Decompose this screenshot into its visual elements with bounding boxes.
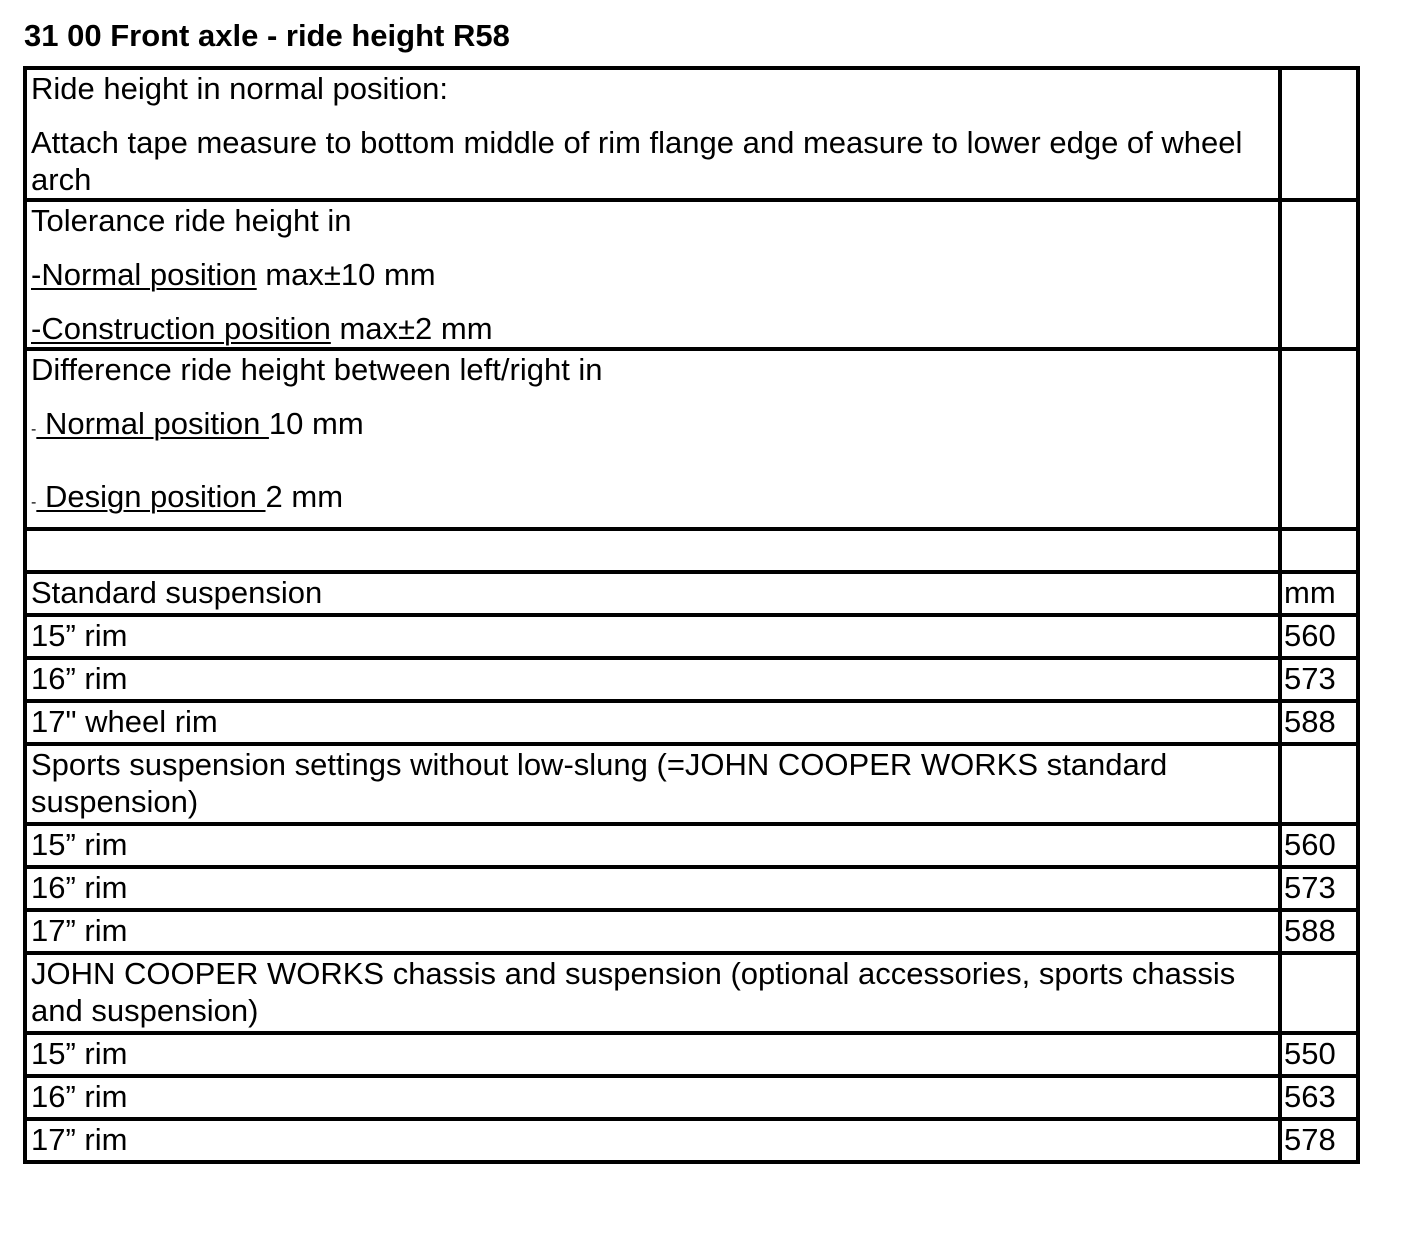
bullet-dash: - — [31, 494, 37, 511]
table-row — [25, 1033, 1358, 1076]
table-row — [25, 867, 1358, 910]
table-row-tolerance — [25, 200, 1358, 349]
empty-value-cell — [1280, 349, 1358, 529]
table-row-blank — [25, 529, 1358, 572]
difference-design-value: 2 mm — [265, 479, 344, 514]
difference-cell — [25, 349, 1280, 529]
difference-normal-value: 10 mm — [268, 406, 364, 441]
rim-label: 15” rim — [25, 1033, 1280, 1076]
table-row — [25, 824, 1358, 867]
table-row-sports-heading — [25, 744, 1358, 824]
empty-value-cell — [1280, 953, 1358, 1033]
ride-height-intro-cell — [25, 68, 1280, 200]
table-row — [25, 1076, 1358, 1119]
ride-height-value: 588 — [1280, 701, 1358, 744]
tolerance-normal-line — [31, 256, 1274, 293]
tolerance-normal-value: max±10 mm — [256, 257, 436, 292]
ride-height-value: 550 — [1280, 1033, 1358, 1076]
ride-height-value: 560 — [1280, 824, 1358, 867]
tolerance-construction-line — [31, 310, 1274, 347]
empty-value-cell — [1280, 200, 1358, 349]
table-row — [25, 1119, 1358, 1162]
difference-normal-label: Normal position — [36, 406, 269, 441]
ride-height-value: 563 — [1280, 1076, 1358, 1119]
empty-value-cell — [1280, 68, 1358, 200]
ride-height-value: 560 — [1280, 615, 1358, 658]
table-row — [25, 615, 1358, 658]
rim-label: 16” rim — [25, 1076, 1280, 1119]
table-row-difference — [25, 349, 1358, 529]
ride-height-instruction: Attach tape measure to bottom middle of rim flange and measure to lower edge of wheel arch — [31, 125, 1243, 197]
rim-label: 15” rim — [25, 615, 1280, 658]
tolerance-construction-label: -Construction position — [31, 311, 331, 346]
ride-height-heading: Ride height in normal position: — [31, 71, 449, 106]
rim-label: 15” rim — [25, 824, 1280, 867]
tolerance-cell — [25, 200, 1280, 349]
difference-design-line — [31, 478, 1274, 521]
blank-value-cell — [1280, 529, 1358, 572]
empty-value-cell — [1280, 744, 1358, 824]
blank-cell — [25, 529, 1280, 572]
tolerance-construction-value: max±2 mm — [330, 311, 493, 346]
table-row — [25, 658, 1358, 701]
ride-height-table — [23, 66, 1360, 1164]
rim-label: 17” rim — [25, 910, 1280, 953]
table-row-jcw-heading — [25, 953, 1358, 1033]
rim-label: 16” rim — [25, 867, 1280, 910]
difference-normal-line — [31, 405, 1274, 448]
rim-label: 17” rim — [25, 1119, 1280, 1162]
jcw-heading: JOHN COOPER WORKS chassis and suspension (optional accessories, sports chassis and suspension) — [25, 953, 1280, 1033]
tolerance-normal-label: -Normal position — [31, 257, 257, 292]
ride-height-value: 573 — [1280, 658, 1358, 701]
ride-height-value: 578 — [1280, 1119, 1358, 1162]
difference-heading: Difference ride height between left/right in — [31, 352, 603, 387]
ride-height-value: 573 — [1280, 867, 1358, 910]
ride-height-value: 588 — [1280, 910, 1358, 953]
table-row — [25, 910, 1358, 953]
unit-label: mm — [1280, 572, 1358, 615]
rim-label: 16” rim — [25, 658, 1280, 701]
table-row-standard-heading — [25, 572, 1358, 615]
table-row-ride-height-intro — [25, 68, 1358, 200]
tolerance-heading: Tolerance ride height in — [31, 203, 352, 238]
difference-design-label: Design position — [36, 479, 266, 514]
standard-heading: Standard suspension — [25, 572, 1280, 615]
sports-heading: Sports suspension settings without low-slung (=JOHN COOPER WORKS standard suspension) — [25, 744, 1280, 824]
rim-label: 17" wheel rim — [25, 701, 1280, 744]
page-title: 31 00 Front axle - ride height R58 — [24, 18, 510, 53]
bullet-dash: - — [31, 421, 37, 438]
table-row — [25, 701, 1358, 744]
